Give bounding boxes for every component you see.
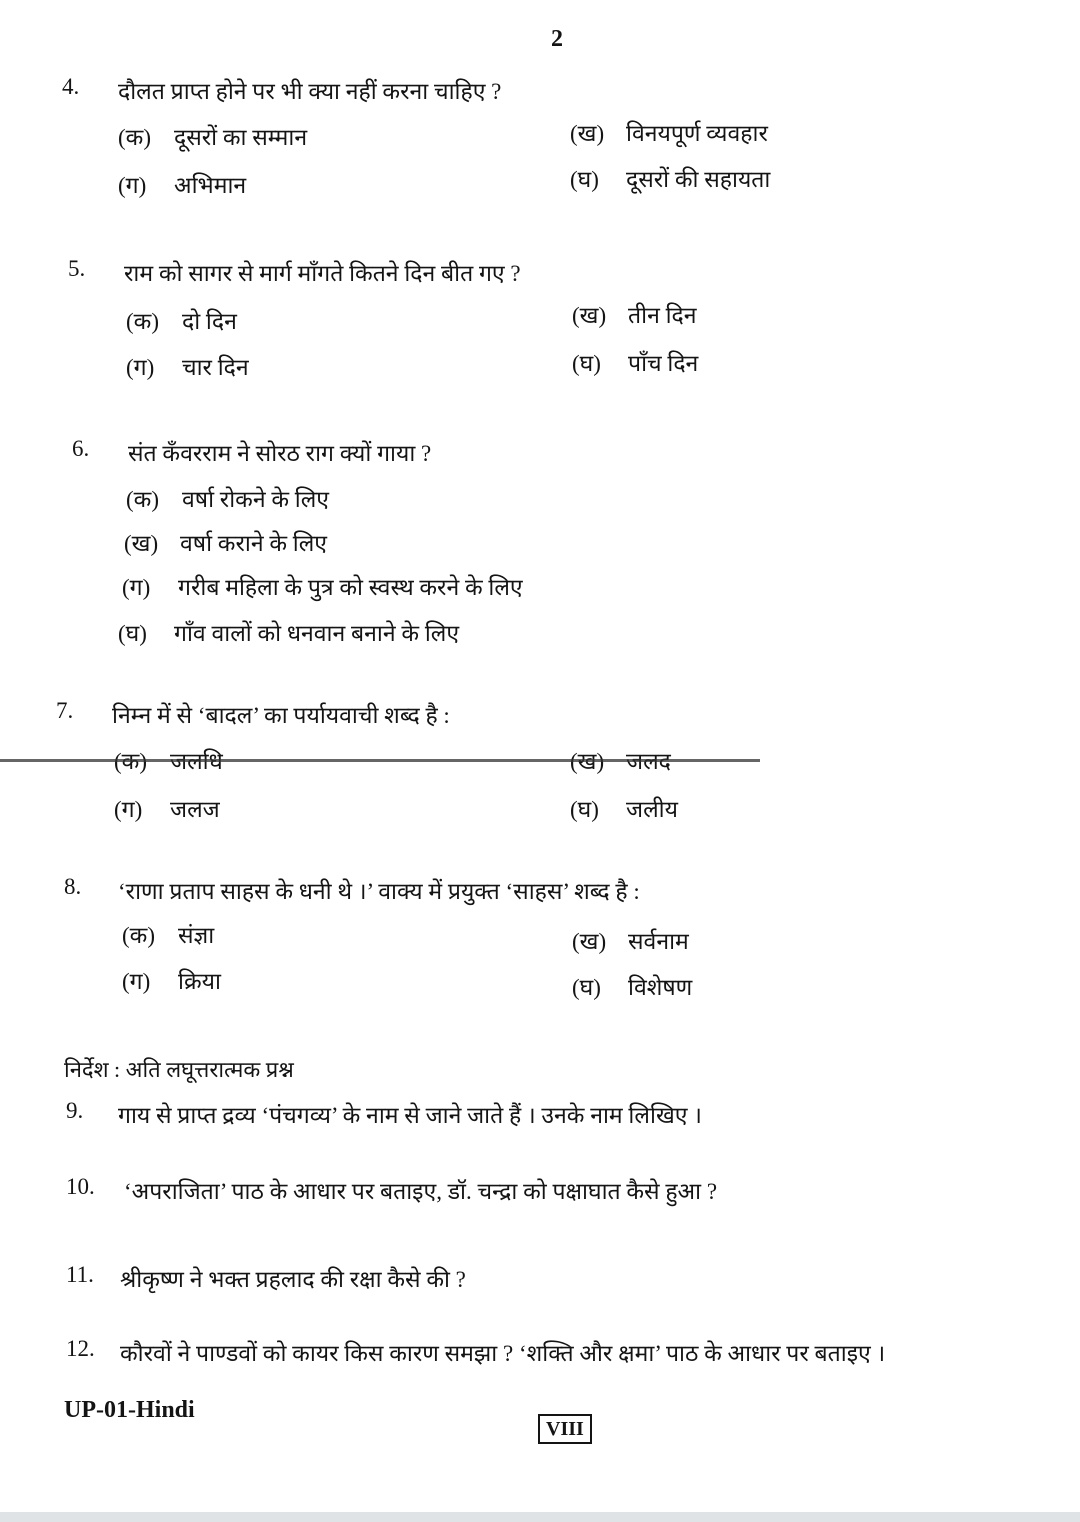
option-gha: (घ) दूसरों की सहायता	[570, 167, 771, 192]
question-number: 6.	[72, 436, 90, 461]
page-number: 2	[551, 26, 563, 52]
question-number: 5.	[68, 256, 86, 281]
option-ka: (क) वर्षा रोकने के लिए	[126, 487, 330, 512]
set-label: VIII	[538, 1414, 592, 1444]
option-ga: (ग) अभिमान	[118, 173, 247, 198]
question-number: 10.	[66, 1174, 95, 1199]
option-gha: (घ) गाँव वालों को धनवान बनाने के लिए	[118, 621, 460, 646]
option-gha: (घ) जलीय	[570, 797, 678, 822]
option-gha: (घ) पाँच दिन	[572, 351, 699, 376]
question-text: राम को सागर से मार्ग माँगते कितने दिन बीत गए ?	[124, 261, 521, 286]
question-text: ‘राणा प्रताप साहस के धनी थे ।’ वाक्य में प्रयुक्त ‘साहस’ शब्द है :	[118, 879, 640, 904]
question-number: 8.	[64, 874, 82, 899]
option-ga: (ग) जलज	[114, 797, 220, 822]
viewer-bottom-band	[0, 1512, 1080, 1522]
option-kha: (ख) सर्वनाम	[572, 929, 689, 954]
question-number: 12.	[66, 1336, 95, 1361]
option-ga: (ग) चार दिन	[126, 355, 249, 380]
paper-code: UP-01-Hindi	[64, 1397, 195, 1423]
section-heading: निर्देश : अति लघूत्तरात्मक प्रश्न	[64, 1057, 294, 1082]
option-ga: (ग) गरीब महिला के पुत्र को स्वस्थ करने के लिए	[122, 575, 523, 600]
option-ka: (क) संज्ञा	[122, 923, 215, 948]
option-kha: (ख) वर्षा कराने के लिए	[124, 531, 328, 556]
scan-artifact-line	[0, 759, 760, 762]
option-kha: (ख) विनयपूर्ण व्यवहार	[570, 121, 768, 146]
option-kha: (ख) तीन दिन	[572, 303, 697, 328]
option-ka: (क) दूसरों का सम्मान	[118, 125, 308, 150]
question-number: 11.	[66, 1262, 94, 1287]
question-text: गाय से प्राप्त द्रव्य ‘पंचगव्य’ के नाम से जाने जाते हैं । उनके नाम लिखिए ।	[118, 1103, 702, 1128]
question-number: 7.	[56, 698, 74, 723]
question-text: संत कँवरराम ने सोरठ राग क्यों गाया ?	[128, 441, 432, 466]
question-text: कौरवों ने पाण्डवों को कायर किस कारण समझा ? ‘शक्ति और क्षमा’ पाठ के आधार पर बताइए ।	[120, 1341, 886, 1366]
option-gha: (घ) विशेषण	[572, 975, 693, 1000]
question-text: निम्न में से ‘बादल’ का पर्यायवाची शब्द है :	[112, 703, 450, 728]
question-text: ‘अपराजिता’ पाठ के आधार पर बताइए, डॉ. चन्द्रा को पक्षाघात कैसे हुआ ?	[124, 1179, 718, 1204]
option-ga: (ग) क्रिया	[122, 969, 221, 994]
option-ka: (क) दो दिन	[126, 309, 237, 334]
question-number: 4.	[62, 74, 80, 99]
question-number: 9.	[66, 1098, 84, 1123]
question-text: श्रीकृष्ण ने भक्त प्रहलाद की रक्षा कैसे की ?	[120, 1267, 466, 1292]
question-text: दौलत प्राप्त होने पर भी क्या नहीं करना चाहिए ?	[118, 79, 502, 104]
